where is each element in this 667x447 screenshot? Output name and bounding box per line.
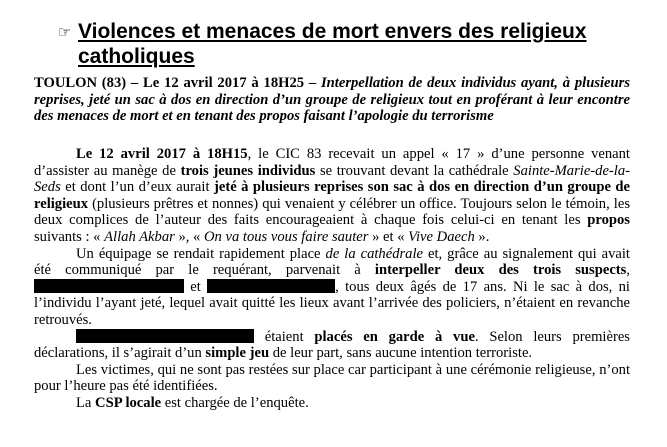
lede-place: TOULON (83): [34, 75, 127, 91]
page-title: Violences et menaces de mort envers des religieux catholiques: [78, 20, 587, 68]
text-bold: simple jeu: [205, 345, 270, 362]
text: de leur part, sans aucune intention terroriste.: [269, 345, 533, 362]
article-body: [34, 146, 630, 412]
lede-paragraph: [34, 75, 630, 125]
lede-separator: –: [304, 75, 321, 91]
quote-italic: On va tous vous faire sauter: [204, 228, 369, 245]
text-bold: placés en garde à vue: [314, 328, 475, 345]
text-bold: trois jeunes individus: [180, 162, 316, 179]
quote-italic: Allah Akbar: [104, 228, 175, 245]
text: La: [76, 394, 96, 411]
text-italic: Sainte-Marie-de-la-Seds: [34, 162, 631, 196]
paragraph-1: [34, 146, 630, 246]
text: suivants : «: [34, 228, 105, 245]
text: Un équipage se rendait rapidement place: [76, 245, 326, 262]
text-bold: CSP locale: [95, 394, 162, 411]
paragraph-3: [34, 329, 630, 362]
text: et: [184, 278, 208, 295]
text: étaient: [254, 328, 315, 345]
text: se trouvant devant la cathédrale: [315, 162, 514, 179]
redaction-bar: [34, 279, 184, 293]
text-bold: jeté à plusieurs reprises son sac à dos en direction d’un groupe de religieux: [34, 179, 631, 212]
text: , le CIC 83 recevait un appel « 17 » d’une personne venant d’assister au manège de: [34, 146, 630, 179]
text: ,: [626, 262, 630, 279]
text: ».: [474, 228, 490, 245]
paragraph-2: [34, 246, 630, 329]
quote-italic: Vive Daech: [408, 228, 475, 245]
text-bold: interpeller deux des trois suspects: [374, 262, 627, 279]
text: est chargée de l’enquête.: [161, 394, 309, 411]
text: , tous deux âgés de 17 ans. Ni le sac à dos, ni l’individu l’ayant jeté, lequel avait quitté les lieux avant l’arrivée des policiers, n’étaient en revanche retrouvés.: [34, 278, 630, 328]
text: » et «: [368, 228, 409, 245]
text: Les victimes, qui ne sont pas restées sur place car participant à une cérémonie religieuse, n’ont pour l’heure pas été identifiées.: [34, 361, 630, 395]
text-italic: de la cathédrale: [325, 245, 424, 262]
text: », «: [174, 228, 204, 245]
text-bold: propos: [587, 212, 630, 229]
text: et, grâce au signalement qui avait été communiqué par le requérant, parvenait à: [34, 245, 630, 279]
redaction-bar: [76, 329, 254, 343]
text: (plusieurs prêtres et nonnes) qui venaient y célébrer un office. Toujours selon le témoin, les deux complices de l’auteur des faits encourageaient à chaque fois celui-ci en tenant les: [34, 195, 630, 229]
hand-pointing-arrow-icon: ☞: [58, 23, 72, 41]
paragraph-5: [34, 395, 630, 412]
lede-separator: –: [126, 75, 144, 91]
text: . Selon leurs premières déclarations, il s’agirait d’un: [34, 328, 630, 362]
lede-date: Le 12 avril 2017 à 18H25: [143, 75, 305, 91]
text: et dont l’un d’eux aurait: [60, 179, 214, 196]
redaction-bar: [207, 279, 335, 293]
text-bold: Le 12 avril 2017 à 18H15: [76, 146, 248, 162]
lede-summary: Interpellation de deux individus ayant, à plusieurs reprises, jeté un sac à dos en direction d’un groupe de religieux tout en proférant à leur encontre des menaces de mort et en tenant des propos faisant l’apologie du terrorisme: [34, 75, 630, 124]
paragraph-4: [34, 362, 630, 395]
